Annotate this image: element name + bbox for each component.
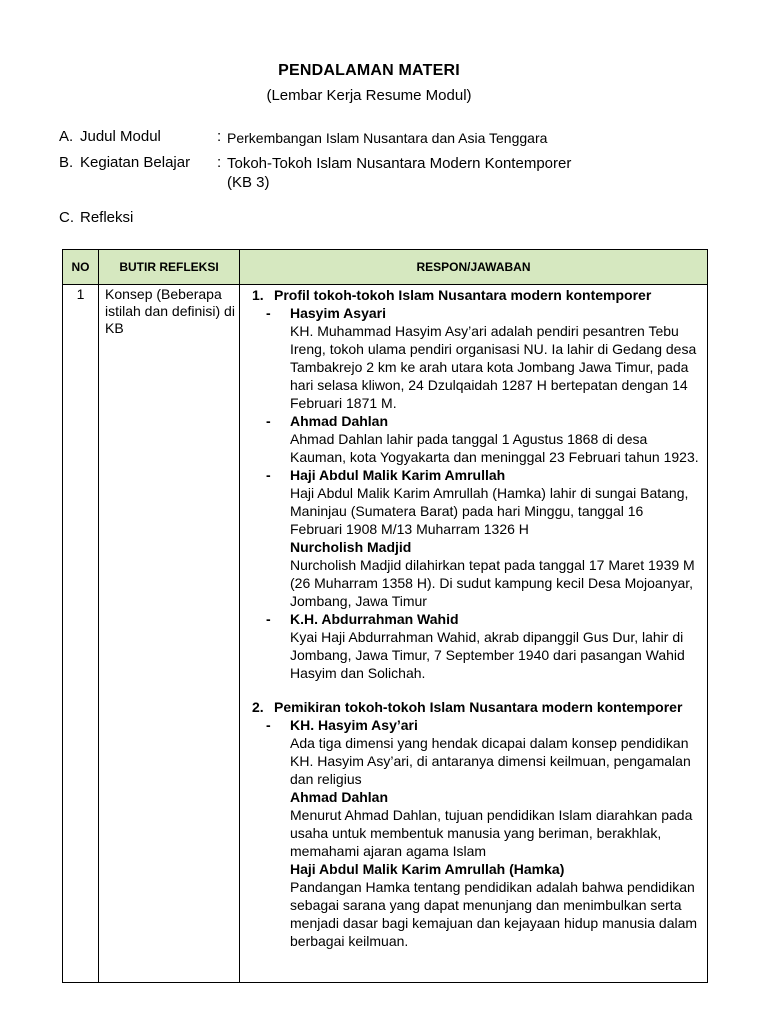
section-label: Refleksi bbox=[80, 209, 134, 226]
item-name: Ahmad Dahlan bbox=[290, 789, 389, 805]
list-item bbox=[266, 538, 699, 610]
section-title: Pemikiran tokoh-tokoh Islam Nusantara modern kontemporer bbox=[274, 699, 683, 715]
section-number: 2. bbox=[252, 699, 264, 715]
item-text: Menurut Ahmad Dahlan, tujuan pendidikan Islam diarahkan pada usaha untuk membentuk manusia yang beriman, berakhlak, memahami ajaran agama Islam bbox=[290, 807, 693, 859]
list-item bbox=[266, 610, 699, 682]
dash-bullet bbox=[266, 788, 290, 806]
section-pemikiran bbox=[252, 698, 699, 716]
info-letter: A. bbox=[59, 128, 74, 145]
page-subtitle: (Lembar Kerja Resume Modul) bbox=[266, 87, 472, 104]
info-value: Perkembangan Islam Nusantara dan Asia Tenggara bbox=[227, 130, 548, 146]
item-text: Ahmad Dahlan lahir pada tanggal 1 Agustus 1868 di desa Kauman, kota Yogyakarta dan meninggal 23 Februari tahun 1923. bbox=[290, 431, 699, 465]
info-key: Judul Modul bbox=[80, 128, 161, 145]
item-name: Hasyim Asyari bbox=[290, 305, 386, 321]
item-text: Pandangan Hamka tentang pendidikan adalah bahwa pendidikan sebagai sarana yang dapat menunjang dan menimbulkan serta menjadi dasar bagi kemajuan dan kejayaan hidup manusia dalam berbagai keilmuan. bbox=[290, 879, 698, 949]
table-row bbox=[63, 285, 708, 983]
section-number: 1. bbox=[252, 287, 264, 303]
header-no: NO bbox=[63, 250, 99, 285]
dash-bullet: - bbox=[266, 717, 271, 733]
item-text: Kyai Haji Abdurrahman Wahid, akrab dipanggil Gus Dur, lahir di Jombang, Jawa Timur, 7 September 1940 dari pasangan Wahid Hasyim dan Solichah. bbox=[290, 629, 685, 681]
list-item bbox=[266, 412, 699, 466]
section-title: Profil tokoh-tokoh Islam Nusantara modern kontemporer bbox=[274, 287, 652, 303]
cell-respon bbox=[240, 285, 708, 983]
info-value bbox=[227, 154, 571, 192]
item-text: Ada tiga dimensi yang hendak dicapai dalam konsep pendidikan KH. Hasyim Asy’ari, di antaranya dimensi keilmuan, pengamalan dan religius bbox=[290, 735, 691, 787]
section-letter: C. bbox=[59, 209, 74, 226]
dash-bullet bbox=[266, 860, 290, 878]
dash-bullet: - bbox=[266, 467, 271, 483]
item-name: KH. Hasyim Asy’ari bbox=[290, 717, 418, 733]
page-title: PENDALAMAN MATERI bbox=[278, 62, 460, 79]
table-header-row bbox=[63, 250, 708, 285]
section-refleksi bbox=[59, 209, 134, 226]
section-profil bbox=[252, 286, 699, 304]
cell-no: 1 bbox=[63, 285, 99, 983]
dash-bullet: - bbox=[266, 413, 271, 429]
dash-bullet bbox=[266, 538, 290, 556]
item-name: K.H. Abdurrahman Wahid bbox=[290, 611, 459, 627]
info-key: Kegiatan Belajar bbox=[80, 154, 191, 171]
info-colon: : bbox=[217, 128, 222, 145]
list-item bbox=[266, 304, 699, 412]
dash-bullet: - bbox=[266, 305, 271, 321]
cell-butir: Konsep (Beberapa istilah dan definisi) di KB bbox=[99, 285, 240, 983]
item-name: Ahmad Dahlan bbox=[290, 413, 389, 429]
list-item bbox=[266, 466, 699, 538]
dash-bullet: - bbox=[266, 611, 271, 627]
list-item bbox=[266, 788, 699, 860]
info-letter: B. bbox=[59, 154, 74, 171]
item-name: Haji Abdul Malik Karim Amrullah bbox=[290, 467, 506, 483]
item-text: Haji Abdul Malik Karim Amrullah (Hamka) lahir di sungai Batang, Maninjau (Sumatera Barat) pada hari Minggu, tanggal 16 Februari 1908 M/13 Muharram 1326 H bbox=[290, 485, 689, 537]
item-text: KH. Muhammad Hasyim Asy’ari adalah pendiri pesantren Tebu Ireng, tokoh ulama pendiri organisasi NU. Ia lahir di Gedang desa Tambakrejo 2 km ke arah utara kota Jombang Jawa Timur, pada hari selasa kliwon, 24 Dzulqaidah 1287 H bertepatan dengan 14 Februari 1871 M. bbox=[290, 323, 697, 411]
item-name: Haji Abdul Malik Karim Amrullah (Hamka) bbox=[290, 861, 565, 877]
info-value-line1: Tokoh-Tokoh Islam Nusantara Modern Kontemporer bbox=[227, 155, 572, 172]
header-respon-jawaban: RESPON/JAWABAN bbox=[240, 250, 708, 285]
list-item bbox=[266, 716, 699, 788]
header-butir-refleksi: BUTIR REFLEKSI bbox=[99, 250, 240, 285]
reflection-table bbox=[62, 249, 708, 983]
info-colon: : bbox=[217, 154, 222, 171]
item-name: Nurcholish Madjid bbox=[290, 539, 412, 555]
info-value-line2: (KB 3) bbox=[227, 174, 270, 191]
item-text: Nurcholish Madjid dilahirkan tepat pada tanggal 17 Maret 1939 M (26 Muharram 1358 H). Di sudut kampung kecil Desa Mojoanyar, Jombang, Jawa Timur bbox=[290, 557, 695, 609]
list-item bbox=[266, 860, 699, 950]
